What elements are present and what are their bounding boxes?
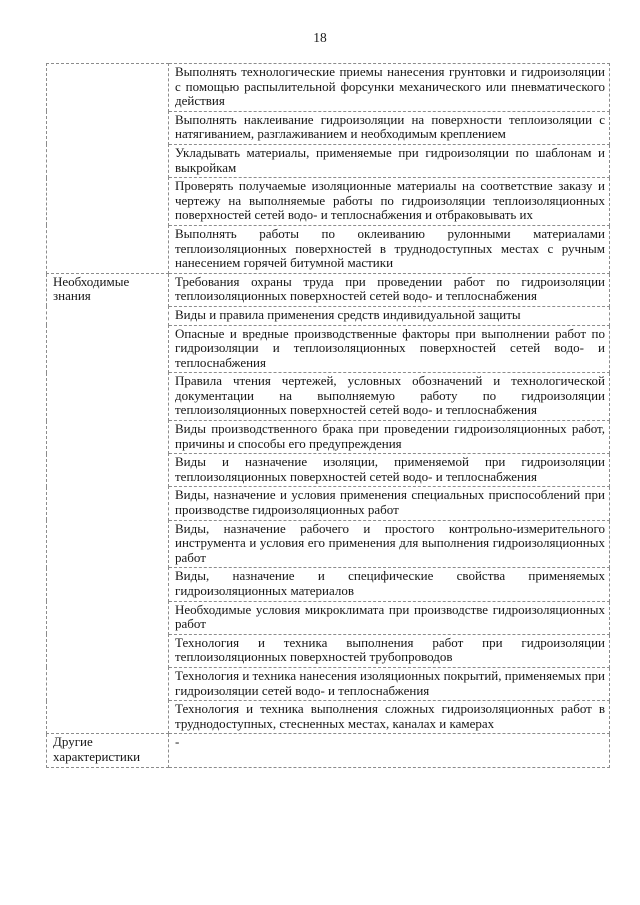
- knowledge-item: Технология и техника нанесения изоляционных покрытий, применяемых при гидроизоляции сетей водо- и теплоснабжения: [169, 667, 610, 700]
- professional-standard-table: [46, 63, 610, 768]
- skill-item: Укладывать материалы, применяемые при гидроизоляции по шаблонам и выкройкам: [169, 144, 610, 177]
- table-row: [47, 273, 610, 306]
- skill-item: Выполнять технологические приемы нанесения грунтовки и гидроизоляции с помощью распылительной форсунки механического или пневматического действия: [169, 64, 610, 112]
- table-row: [47, 64, 610, 112]
- skill-item: Выполнять работы по оклеиванию рулонными материалами теплоизоляционных поверхностей в труднодоступных местах с ручным нанесением горячей битумной мастики: [169, 225, 610, 273]
- knowledge-item: Требования охраны труда при проведении работ по гидроизоляции теплоизоляционных поверхностей сетей водо- и теплоснабжения: [169, 273, 610, 306]
- knowledge-item: Правила чтения чертежей, условных обозначений и технологической документации на выполняемую работу по гидроизоляции теплоизоляционных поверхностей сетей водо- и теплоснабжения: [169, 373, 610, 421]
- page-number: 18: [313, 30, 327, 45]
- knowledge-section-label: Необходимые знания: [47, 273, 169, 734]
- skills-label-cell-empty: [47, 64, 169, 274]
- knowledge-item: Технология и техника выполнения сложных гидроизоляционных работ в труднодоступных, стесненных местах, каналах и камерах: [169, 701, 610, 734]
- knowledge-item: Виды, назначение и условия применения специальных приспособлений при производстве гидроизоляционных работ: [169, 487, 610, 520]
- knowledge-item: Виды производственного брака при проведении гидроизоляционных работ, причины и способы его предупреждения: [169, 421, 610, 454]
- table-row: [47, 734, 610, 767]
- knowledge-item: Виды и правила применения средств индивидуальной защиты: [169, 306, 610, 325]
- skill-item: Выполнять наклеивание гидроизоляции на поверхности теплоизоляции с натягиванием, разглаживанием и необходимым креплением: [169, 111, 610, 144]
- skill-item: Проверять получаемые изоляционные материалы на соответствие заказу и чертежу на выполняемые работы по гидроизоляции теплоизоляционных поверхностей сетей водо- и теплоснабжения и отбраковывать их: [169, 178, 610, 226]
- knowledge-item: Виды, назначение рабочего и простого контрольно-измерительного инструмента и условия его применения для выполнения гидроизоляционных работ: [169, 520, 610, 568]
- other-characteristics-label: Другие характеристики: [47, 734, 169, 767]
- knowledge-item: Опасные и вредные производственные факторы при выполнении работ по гидроизоляции и теплоизоляционных поверхностей сетей водо- и теплоснабжения: [169, 325, 610, 373]
- knowledge-item: Виды и назначение изоляции, применяемой при гидроизоляции теплоизоляционных поверхностей сетей водо- и теплоснабжения: [169, 454, 610, 487]
- knowledge-item: Технология и техника выполнения работ при гидроизоляции теплоизоляционных поверхностей трубопроводов: [169, 634, 610, 667]
- knowledge-item: Виды, назначение и специфические свойства применяемых гидроизоляционных материалов: [169, 568, 610, 601]
- knowledge-item: Необходимые условия микроклимата при производстве гидроизоляционных работ: [169, 601, 610, 634]
- other-characteristics-value: -: [169, 734, 610, 767]
